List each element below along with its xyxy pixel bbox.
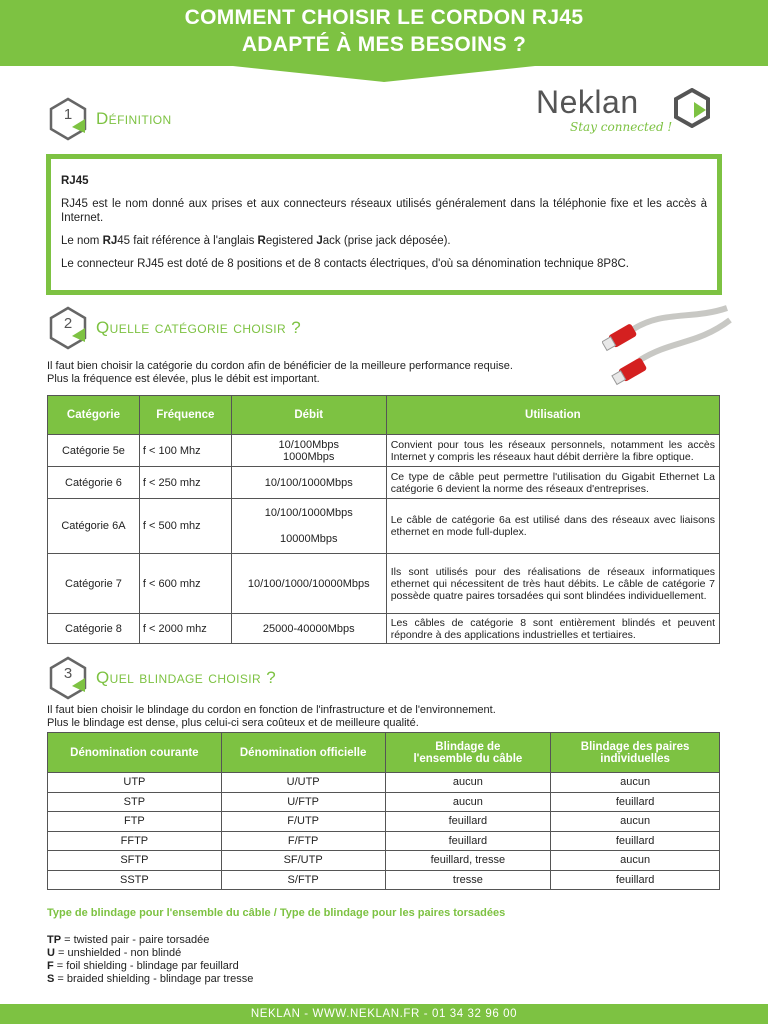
column-header: Blindage des paires individuelles [551, 733, 720, 773]
table-row: STP U/FTP aucun feuillard [48, 792, 720, 812]
legend-list [47, 934, 253, 986]
shield-table-header [48, 733, 720, 773]
column-header: Débit [231, 396, 386, 435]
column-header: Utilisation [386, 396, 719, 435]
rj45-cable-image [602, 300, 732, 392]
column-header: Dénomination officielle [221, 733, 385, 773]
neklan-logo [520, 82, 720, 142]
section-1-title: Définition [96, 109, 172, 128]
legend-item: TP = twisted pair - paire torsadée [47, 934, 210, 946]
column-header: Dénomination courante [48, 733, 222, 773]
legend-item: F = foil shielding - blindage par feuillard [47, 960, 239, 972]
definition-paragraph-3: Le connecteur RJ45 est doté de 8 positions et de 8 contacts électriques, d'où sa dénomination technique 8P8C. [61, 258, 629, 270]
table-row: Catégorie 6A f < 500 mhz 10/100/1000Mbps 10000Mbps Le câble de catégorie 6a est utilisé dans des réseaux avec liaisons ethernet en mode full-duplex. [48, 499, 720, 554]
column-header: Fréquence [139, 396, 231, 435]
section-2-title: Quelle catégorie choisir ? [96, 318, 302, 337]
table-row: Catégorie 7 f < 600 mhz 10/100/1000/10000Mbps Ils sont utilisés pour des réalisations de réseaux informatiques ethernet qui nécessitent de très haut débits. Le câble de catégorie 7 possède quatre paires torsadées qui sont blindées individuellement. [48, 554, 720, 614]
definition-paragraph-1: RJ45 est le nom donné aux prises et aux connecteurs réseaux utilisés généralement dans la téléphonie fixe et les accès à Internet. [61, 198, 707, 224]
section-1-hexagon-icon [48, 97, 88, 141]
title-line-1: COMMENT CHOISIR LE CORDON RJ45 [184, 6, 584, 29]
section-3-title: Quel blindage choisir ? [96, 668, 277, 687]
section-3-hexagon-icon [48, 656, 88, 700]
title-line-2: ADAPTÉ À MES BESOINS ? [241, 33, 527, 56]
table-row: Catégorie 5e f < 100 Mhz 10/100Mbps 1000Mbps Convient pour tous les réseaux personnels, notamment les accès Internet y compris les réseaux haut débit derrière la fibre optique. [48, 435, 720, 467]
column-header: Blindage de l'ensemble du câble [385, 733, 551, 773]
section-2-number: 2 [63, 315, 73, 332]
column-header: Catégorie [48, 396, 140, 435]
page-title [0, 0, 768, 58]
section-2-heading [48, 306, 301, 350]
table-row: FFTP F/FTP feuillard feuillard [48, 831, 720, 851]
section-1-number: 1 [63, 106, 73, 123]
shield-table [47, 732, 720, 890]
section-3-heading [48, 656, 276, 700]
legend-item: S = braided shielding - blindage par tresse [47, 973, 254, 985]
table-row: Catégorie 8 f < 2000 mhz 25000-40000Mbps Les câbles de catégorie 8 sont entièrement blindés et peuvent répondre à des applications industrielles et tertiaires. [48, 614, 720, 644]
shield-intro: Il faut bien choisir le blindage du cordon en fonction de l'infrastructure et de l'environnement. Plus le blindage est dense, plus celui-ci sera coûteux et de meilleure qualité. [47, 704, 496, 729]
definition-box [46, 154, 722, 295]
section-3-number: 3 [63, 665, 73, 682]
header-banner [0, 0, 768, 66]
table-row: FTP F/UTP feuillard aucun [48, 812, 720, 832]
table-row: SSTP S/FTP tresse feuillard [48, 870, 720, 890]
category-intro: Il faut bien choisir la catégorie du cordon afin de bénéficier de la meilleure performance requise. Plus la fréquence est élevée, plus le débit est important. [47, 360, 513, 385]
definition-paragraph-2: Le nom RJ45 fait référence à l'anglais Registered Jack (prise jack déposée). [61, 235, 451, 247]
logo-hexagon-icon [672, 88, 712, 128]
table-row: SFTP SF/UTP feuillard, tresse aucun [48, 851, 720, 871]
definition-heading: RJ45 [61, 175, 89, 187]
section-1-heading [48, 97, 172, 141]
table-row: Catégorie 6 f < 250 mhz 10/100/1000Mbps Ce type de câble peut permettre l'utilisation du Gigabit Ethernet La catégorie 6 devient la norme des réseaux d'entreprises. [48, 467, 720, 499]
logo-tagline: Stay connected ! [570, 120, 673, 134]
category-table-header [48, 396, 720, 435]
section-2-hexagon-icon [48, 306, 88, 350]
legend-title: Type de blindage pour l'ensemble du câble / Type de blindage pour les paires torsadées [47, 907, 506, 919]
category-table [47, 395, 720, 644]
table-row: UTP U/UTP aucun aucun [48, 773, 720, 793]
footer-contact: NEKLAN - WWW.NEKLAN.FR - 01 34 32 96 00 [0, 1004, 768, 1024]
legend-item: U = unshielded - non blindé [47, 947, 182, 959]
logo-name: Neklan [536, 84, 639, 120]
banner-arrow-shape [233, 66, 535, 82]
